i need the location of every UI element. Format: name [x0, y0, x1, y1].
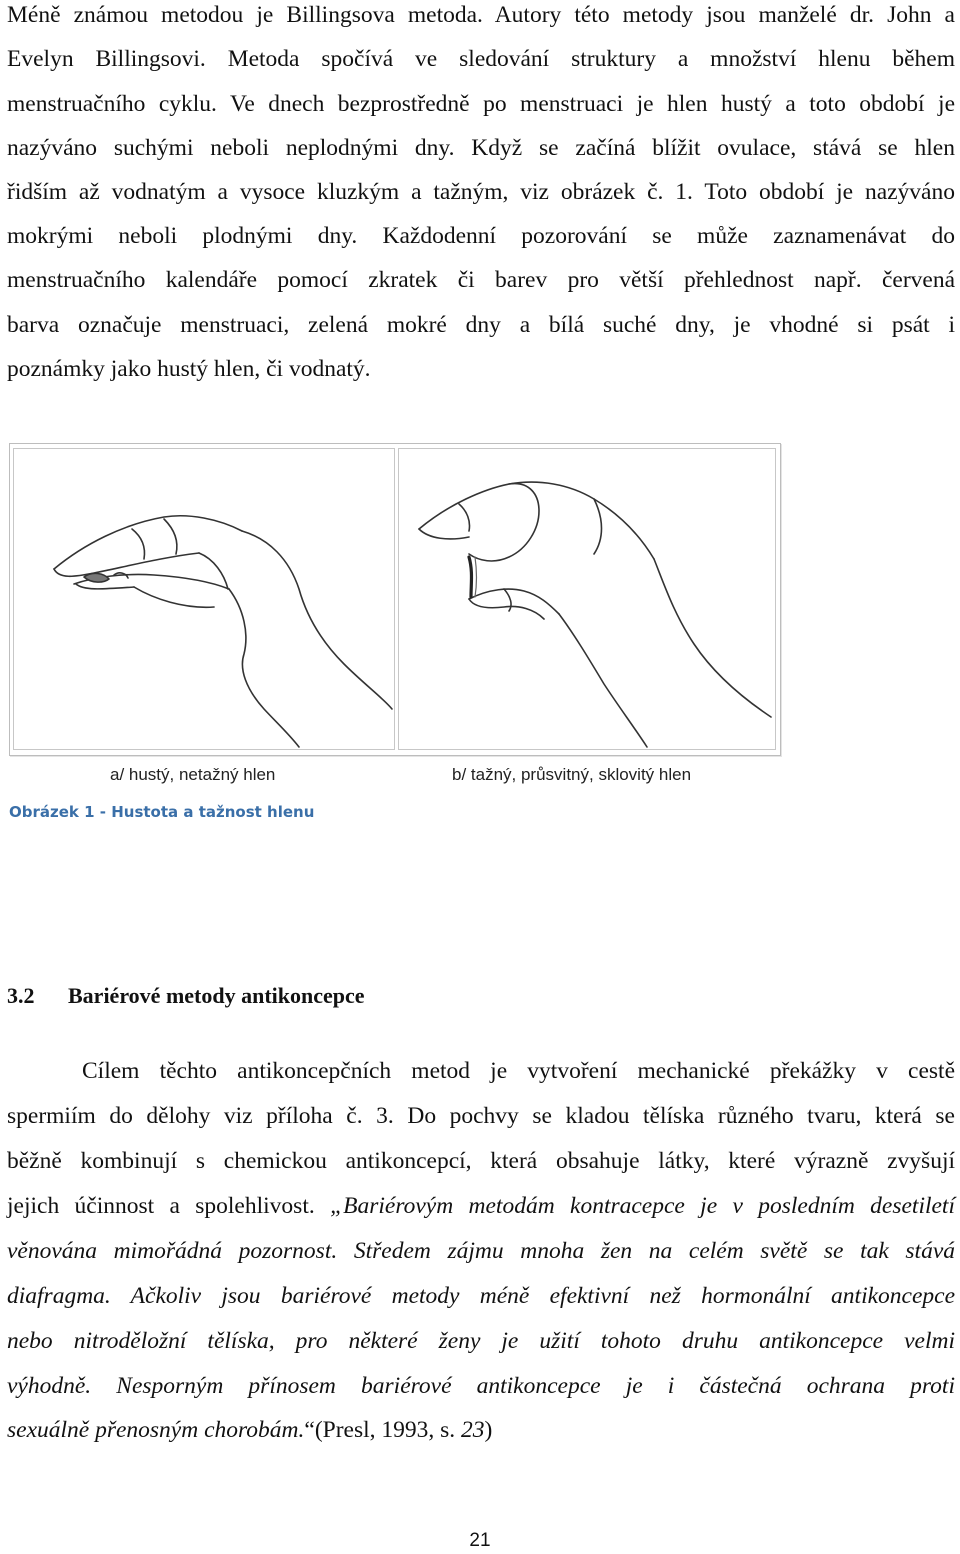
text-line: Evelyn Billingsovi. Metoda spočívá ve sledování struktury a množství hlenu během	[7, 46, 955, 72]
text-line	[7, 1236, 955, 1266]
text-plain: jejich účinnost a spolehlivost.	[7, 1193, 331, 1219]
quote-text: sexuálně přenosným chorobám.	[7, 1417, 305, 1443]
text-line	[7, 1371, 955, 1401]
page-number: 21	[469, 1530, 491, 1551]
section-number: 3.2	[7, 983, 35, 1008]
quote-text: věnována mimořádná pozornost. Středem zájmu mnoha žen na celém světě se tak stává	[7, 1238, 955, 1264]
text-line	[7, 1326, 955, 1356]
citation-page: 23	[461, 1417, 485, 1443]
text-line: spermiím do dělohy viz příloha č. 3. Do pochvy se kladou tělíska různého tvaru, která se	[7, 1103, 955, 1129]
text-line: mokrými neboli plodnými dny. Každodenní pozorování se může zaznamenávat do	[7, 223, 955, 249]
hand-stretchy-mucus-illustration	[398, 448, 776, 750]
panel-a-caption: a/ hustý, netažný hlen	[110, 765, 276, 784]
text-line: běžně kombinují s chemickou antikoncepcí, která obsahuje látky, které výrazně zvyšují	[7, 1148, 955, 1174]
quote-text: nebo nitroděložní tělíska, pro některé ženy je užití tohoto druhu antikoncepce velmi	[7, 1328, 955, 1354]
text-line	[7, 1281, 955, 1311]
text-line: menstruačního cyklu. Ve dnech bezprostředně po menstruaci je hlen hustý a toto období je	[7, 91, 955, 117]
quote-text: výhodně. Nesporným přínosem bariérové antikoncepce je i částečná ochrana proti	[7, 1373, 955, 1399]
quote-text: „Bariérovým metodám kontracepce je v posledním desetiletí	[330, 1193, 955, 1219]
citation-end: )	[484, 1417, 493, 1443]
text-line: nazýváno suchými neboli neplodnými dny. Když se začíná blížit ovulace, stává se hlen	[7, 135, 955, 161]
hand-thick-mucus-illustration	[13, 448, 395, 750]
panel-b-caption: b/ tažný, průsvitný, sklovitý hlen	[452, 765, 692, 784]
section-title: Bariérové metody antikoncepce	[68, 983, 365, 1008]
text-line: Cílem těchto antikoncepčních metod je vytvoření mechanické překážky v cestě	[82, 1058, 955, 1084]
citation-text: “(Presl, 1993, s.	[304, 1417, 462, 1443]
text-line: Méně známou metodou je Billingsova metoda. Autory této metody jsou manželé dr. John a	[7, 2, 955, 28]
quote-text: diafragma. Ačkoliv jsou bariérové metody méně efektivní než hormonální antikoncepce	[7, 1283, 955, 1309]
section-heading	[7, 983, 365, 1009]
text-line	[7, 1415, 955, 1445]
figure-caption: Obrázek 1 - Hustota a tažnost hlenu	[9, 803, 315, 821]
text-line	[7, 1191, 955, 1221]
text-line: barva označuje menstruaci, zelená mokré dny a bílá suché dny, je vhodné si psát i	[7, 312, 955, 338]
figure-mucus-illustration	[9, 443, 781, 756]
text-line: řidším až vodnatým a vysoce kluzkým a tažným, viz obrázek č. 1. Toto období je nazýváno	[7, 179, 955, 205]
text-line: menstruačního kalendáře pomocí zkratek či barev pro větší přehlednost např. červená	[7, 267, 955, 293]
text-line: poznámky jako hustý hlen, či vodnatý.	[7, 356, 371, 382]
